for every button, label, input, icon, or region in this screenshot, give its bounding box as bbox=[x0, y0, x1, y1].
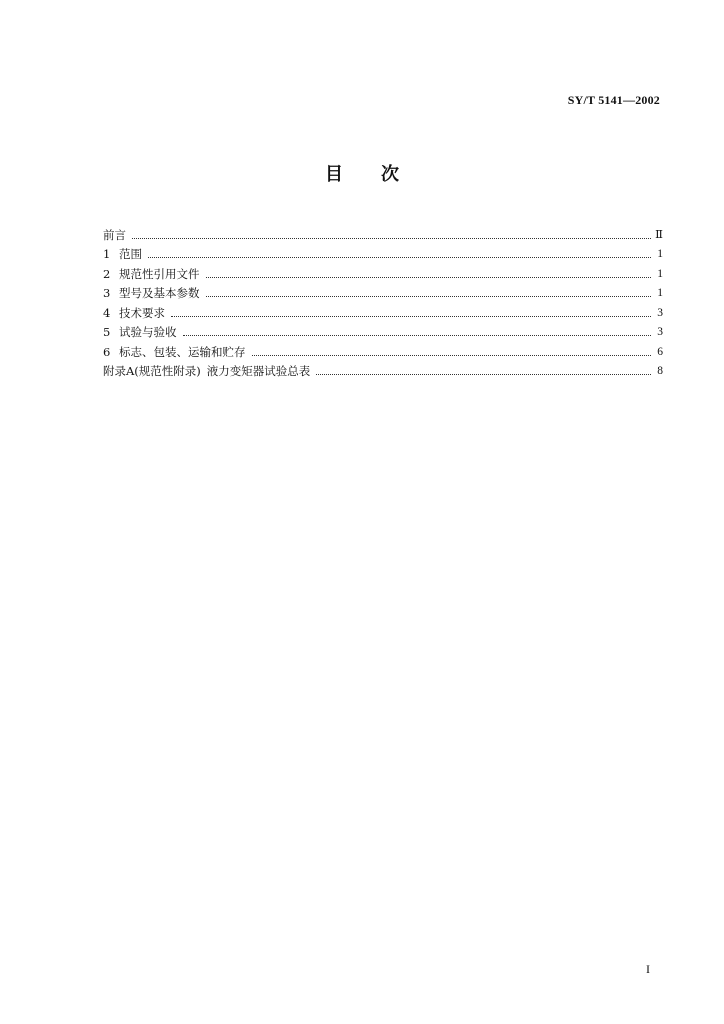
toc-entry-number: 1 bbox=[103, 247, 111, 261]
toc-entry-page: 1 bbox=[657, 248, 663, 260]
toc-entry-page: Ⅱ bbox=[655, 228, 663, 241]
document-code: SY/T 5141—2002 bbox=[567, 93, 660, 107]
toc-entry-page: 1 bbox=[657, 267, 663, 280]
toc-entry-number: 6 bbox=[103, 344, 111, 359]
toc-entry-number: 5 bbox=[103, 325, 111, 339]
toc-leader-dots bbox=[316, 374, 651, 375]
toc-entry-page: 3 bbox=[657, 326, 663, 338]
toc-entry-2[interactable] bbox=[103, 261, 663, 281]
toc-entry-page: 1 bbox=[657, 287, 663, 299]
page-title-char-2: 次 bbox=[381, 164, 399, 185]
toc-leader-dots bbox=[206, 277, 652, 278]
toc-entry-label: 型号及基本参数 bbox=[119, 286, 200, 300]
toc-leader-dots bbox=[148, 257, 651, 258]
toc-entry-label: 试验与验收 bbox=[119, 325, 177, 339]
toc-entry-6[interactable] bbox=[103, 339, 663, 359]
toc-entry-foreword[interactable] bbox=[103, 222, 663, 242]
toc-entry-label bbox=[103, 364, 310, 378]
toc-entry-1[interactable] bbox=[103, 242, 663, 262]
page-title bbox=[0, 160, 724, 186]
toc-leader-dots bbox=[252, 355, 652, 356]
toc-entry-3[interactable] bbox=[103, 281, 663, 301]
page-number: I bbox=[646, 962, 650, 976]
toc-entry-page: 3 bbox=[657, 306, 663, 319]
toc-entry-number: 4 bbox=[103, 305, 111, 320]
toc-entry-page: 8 bbox=[657, 365, 663, 377]
toc-entry-label: 范围 bbox=[119, 247, 142, 261]
toc-entry-page: 6 bbox=[657, 345, 663, 358]
toc-entry-number: 3 bbox=[103, 286, 111, 300]
toc-leader-dots bbox=[183, 335, 652, 336]
toc-entry-label: 技术要求 bbox=[119, 305, 165, 320]
toc-entry-label: 标志、包装、运输和贮存 bbox=[119, 344, 246, 359]
toc-entry-number: 2 bbox=[103, 266, 111, 281]
page-title-char-1: 目 bbox=[325, 164, 343, 185]
toc-entry-appendix-a[interactable] bbox=[103, 359, 663, 379]
toc-leader-dots bbox=[206, 296, 652, 297]
table-of-contents bbox=[103, 222, 663, 378]
toc-leader-dots bbox=[132, 238, 651, 239]
toc-entry-5[interactable] bbox=[103, 320, 663, 340]
toc-appendix-title: 液力变矩器试验总表 bbox=[206, 364, 311, 378]
toc-entry-label: 前言 bbox=[103, 227, 126, 242]
toc-appendix-label: 附录A(规范性附录) bbox=[103, 364, 201, 378]
toc-entry-4[interactable] bbox=[103, 300, 663, 320]
toc-leader-dots bbox=[171, 316, 651, 317]
toc-entry-label: 规范性引用文件 bbox=[119, 266, 200, 281]
